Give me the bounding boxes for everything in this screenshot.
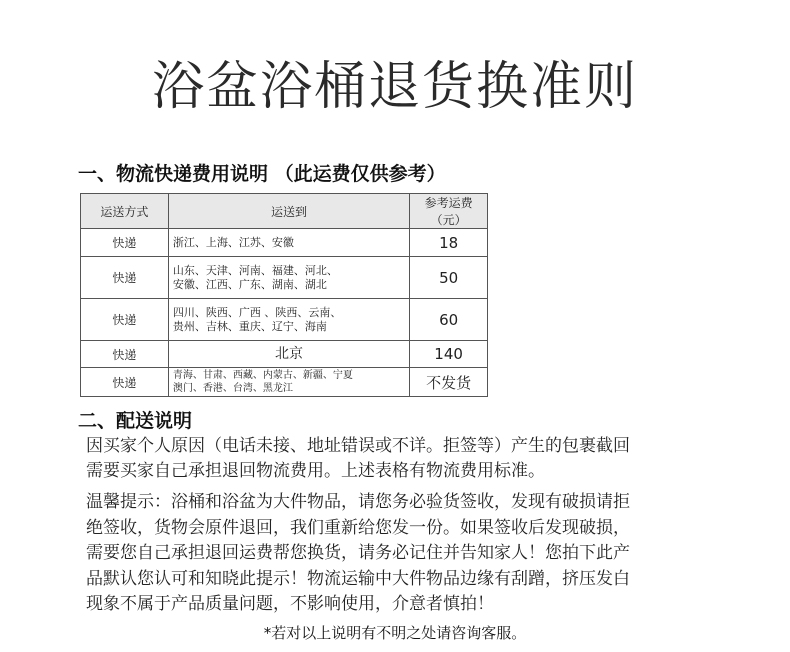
paragraph-line: 因买家个人原因（电话未接、地址错误或不详。拒签等）产生的包裹截回 [86, 436, 630, 456]
paragraph-line: 需要买家自己承担退回物流费用。上述表格有物流费用标准。 [86, 461, 545, 481]
paragraph-line: 温馨提示：浴桶和浴盆为大件物品，请您务必验货签收，发现有破损请拒 [86, 492, 630, 512]
cell-fee: 不发货 [410, 368, 488, 397]
section-heading-shipping-fees: 一、物流快递费用说明 （此运费仅供参考） [78, 163, 446, 185]
destination-line: 山东、天津、河南、福建、河北、 [172, 263, 338, 277]
cell-destination [168, 229, 409, 257]
page-title: 浴盆浴桶退货换准则 [151, 57, 638, 117]
table-row [81, 229, 488, 257]
paragraph-line: 需要您自己承担退回运费帮您换货，请务必记住并告知家人！您拍下此产 [86, 543, 630, 563]
cell-destination [168, 368, 409, 397]
cell-fee: 50 [410, 257, 488, 299]
destination-line: 澳门、香港、台湾、黑龙江 [172, 383, 293, 394]
destination-line: 安徽、江西、广东、湖南、湖北 [172, 277, 327, 291]
header-destination: 运送到 [168, 194, 409, 229]
cell-destination [168, 341, 409, 368]
destination-line: 四川、陕西、广西 、陕西、云南、 [172, 305, 342, 319]
table-row [81, 299, 488, 341]
table-row [81, 341, 488, 368]
cell-method: 快递 [81, 341, 169, 368]
paragraph-line: 现象不属于产品质量问题，不影响使用，介意者慎拍！ [86, 594, 494, 614]
shipping-fee-table [80, 193, 488, 397]
cell-method: 快递 [81, 368, 169, 397]
paragraph-line: 品默认您认可和知晓此提示！物流运输中大件物品边缘有刮蹭，挤压发白 [86, 568, 630, 589]
table-row [81, 368, 488, 397]
cell-fee: 60 [410, 299, 488, 341]
cell-method: 快递 [81, 229, 169, 257]
destination-line: 贵州、吉林、重庆、辽宁、海南 [172, 319, 327, 333]
delivery-paragraph [86, 434, 736, 484]
cell-destination [168, 299, 409, 341]
paragraph-line: 绝签收，货物会原件退回，我们重新给您发一份。如果签收后发现破损， [86, 517, 630, 538]
header-shipping-method: 运送方式 [81, 194, 169, 229]
table-row [81, 257, 488, 299]
destination-line: 北京 [275, 346, 304, 362]
cell-method: 快递 [81, 299, 169, 341]
cell-fee: 140 [410, 341, 488, 368]
destination-line: 青海、甘肃、西藏、内蒙古、新疆、宁夏 [172, 370, 353, 381]
destination-line: 浙江、上海、江苏、安徽 [172, 235, 294, 249]
cell-method: 快递 [81, 257, 169, 299]
section-heading-delivery: 二、配送说明 [78, 410, 193, 432]
table-header-row [81, 194, 488, 229]
cell-fee: 18 [410, 229, 488, 257]
header-reference-fee: 参考运费（元） [410, 194, 488, 229]
warm-tip-paragraph [86, 490, 736, 618]
footnote: *若对以上说明有不明之处请咨询客服。 [263, 624, 527, 642]
cell-destination [168, 257, 409, 299]
